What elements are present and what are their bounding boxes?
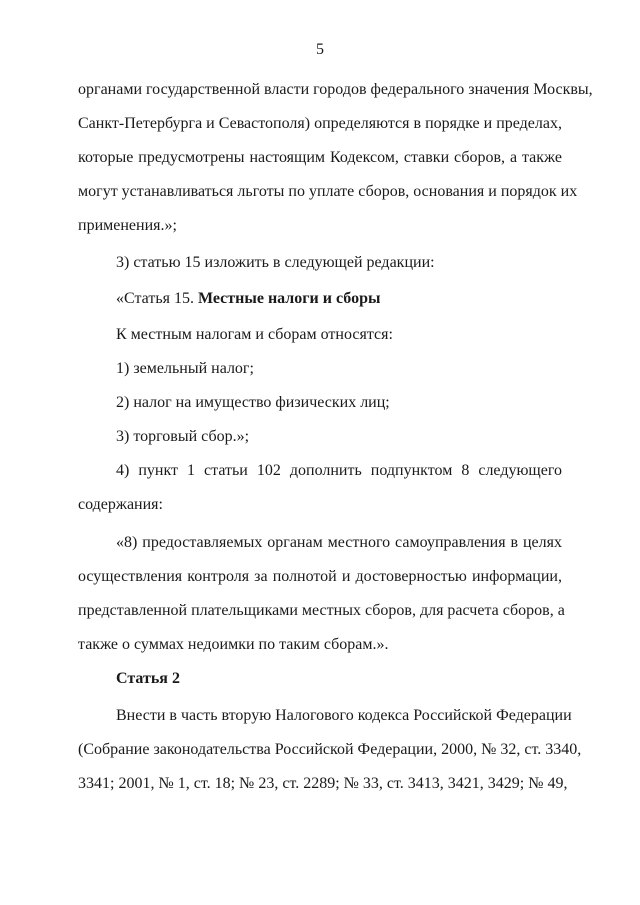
article-15-prefix: «Статья 15. [116, 290, 198, 307]
article-2-heading: Статья 2 [116, 670, 180, 687]
para1-line-1: органами государственной власти городов федерального значения Москвы, [78, 81, 593, 98]
article-2-line-2: (Собрание законодательства Российской Федерации, 2000, № 32, ст. 3340, [78, 741, 582, 758]
sub8-line-2: осуществления контроля за полнотой и достоверностью информации, [78, 568, 562, 585]
article-15-title: Местные налоги и сборы [197, 290, 381, 307]
local-taxes-intro: К местным налогам и сборам относятся: [116, 326, 393, 343]
item-4-line-2: содержания: [78, 496, 163, 513]
tax-item-2: 2) налог на имущество физических лиц; [116, 394, 390, 411]
item-3: 3) статью 15 изложить в следующей редакции: [116, 254, 435, 271]
para1-line-4: могут устанавливаться льготы по уплате сборов, основания и порядок их [78, 183, 578, 200]
sub8-line-1: «8) предоставляемых органам местного самоуправления в целях [116, 534, 562, 551]
article-15-heading [116, 289, 562, 309]
sub8-line-3: представленной плательщиками местных сборов, для расчета сборов, а [78, 602, 565, 619]
tax-item-1: 1) земельный налог; [116, 360, 254, 377]
article-2-line-3: 3341; 2001, № 1, ст. 18; № 23, ст. 2289; № 33, ст. 3413, 3421, 3429; № 49, [78, 775, 568, 792]
page-number: 5 [316, 41, 324, 58]
article-2-line-1: Внести в часть вторую Налогового кодекса Российской Федерации [116, 707, 572, 724]
para1-line-3: которые предусмотрены настоящим Кодексом, ставки сборов, а также [78, 149, 562, 166]
tax-item-3: 3) торговый сбор.»; [116, 428, 250, 445]
item-4-line-1: 4) пункт 1 статьи 102 дополнить подпунктом 8 следующего [116, 462, 562, 479]
para1-line-2: Санкт-Петербурга и Севастополя) определяются в порядке и пределах, [78, 115, 562, 132]
sub8-line-4: также о суммах недоимки по таким сборам.». [78, 636, 389, 653]
para1-line-5: применения.»; [78, 217, 177, 234]
